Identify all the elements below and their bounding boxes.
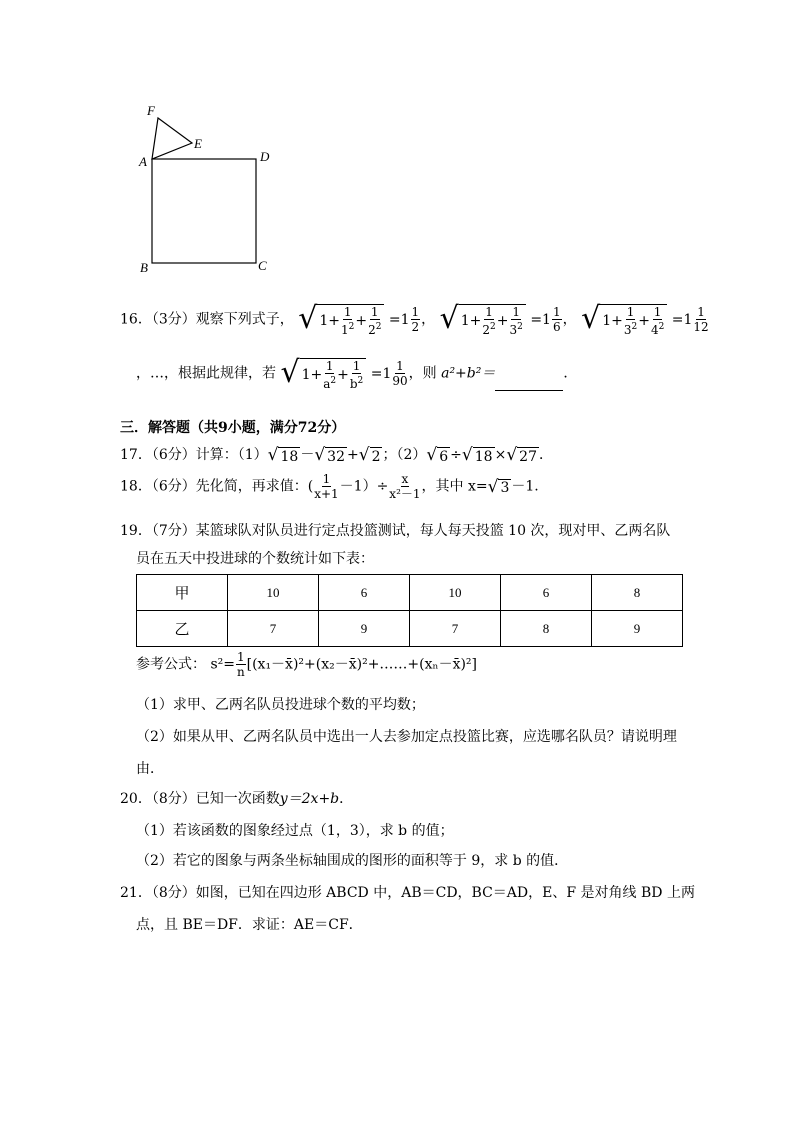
q19-sub2-line2: 由． (136, 761, 164, 777)
q16-radical-2: √ 1+ $\frac{1}{2^2}$ + $\frac{1}{3^2}$ (440, 302, 526, 337)
q19-sub1: （1）求甲、乙两名队员投进球个数的平均数； (136, 697, 425, 713)
q16-line2-prefix: ，…，根据此规律，若 (136, 365, 276, 382)
q18-lead: 18．（6分）先化简，再求值：( (120, 478, 314, 495)
q16-line2-suffix: ，则 (408, 365, 437, 382)
question-19-line1: 19．（7分）某篮球队对队员进行定点投篮测试，每人每天投篮 10 次，现对甲、乙两名队 (120, 523, 671, 539)
q16-radical-3: √ 1+ $\frac{1}{3^2}$ + $\frac{1}{4^2}$ (581, 302, 667, 337)
q16-number: 16．（3分）观察下列式子， (120, 311, 294, 328)
table-cell: 10 (228, 575, 319, 611)
q16-answer-blank[interactable] (495, 376, 563, 391)
q16-result-1: =1 $\frac{1}{2}$ (388, 305, 420, 334)
question-16-line1: 16．（3分）观察下列式子， √ 1+ $\frac{1}{1^2}$ + $\frac{1}{2^2}$ =1 $\frac{1}{2}$ ， √ 1+ $\frac{1}{2^2}$ + $\frac{1}{3^2}$ =1 $\frac{1}{6}$ ， √ 1+ $\frac{1}{3^2}$ + $\frac{1}{4^2}$ =1 $\frac{1}{12}$ (120, 301, 709, 337)
question-21-line2: 点，且 BE＝DF．求证：AE＝CF． (136, 917, 363, 933)
table-row (137, 575, 683, 611)
table-cell-name: 乙 (137, 611, 228, 647)
question-19-line2: 员在五天中投进球的个数统计如下表： (136, 551, 374, 567)
triangle-afe (152, 118, 192, 159)
table-cell: 8 (592, 575, 683, 611)
q16-expr1-frac2: $\frac{1}{2^2}$ (368, 305, 382, 337)
label-e: E (194, 136, 202, 151)
q16-expr1-one: 1+ (319, 313, 340, 329)
table-cell: 10 (410, 575, 501, 611)
q16-condition-radical: √ 1+ $\frac{1}{a^2}$ + $\frac{1}{b^2}$ (280, 356, 366, 391)
geometry-figure (130, 100, 290, 280)
question-20: 20．（8分）已知一次函数y＝2x+b． (120, 791, 354, 807)
table-cell: 6 (501, 575, 592, 611)
square-abcd (152, 159, 256, 263)
label-f: F (147, 103, 155, 118)
square-triangle-diagram (130, 100, 290, 280)
table-row (137, 611, 683, 647)
table-cell: 6 (319, 575, 410, 611)
q19-sub2-line1: （2）如果从甲、乙两名队员中选出一人去参加定点投篮比赛，应选哪名队员？请说明理 (136, 729, 677, 745)
question-18: 18．（6分）先化简，再求值：( $\frac{1}{x+1}$ －1）÷ $\frac{x}{\text{x²－1}}$ ，其中 x= √ 3 －1. (120, 472, 539, 501)
q16-radical-1: √ 1+ $\frac{1}{1^2}$ + $\frac{1}{2^2}$ (298, 302, 384, 337)
section-3-title: 三．解答题（共9小题，满分72分） (120, 420, 346, 436)
q20-sub1: （1）若该函数的图象经过点（1，3），求 b 的值； (136, 823, 454, 839)
label-a: A (139, 154, 147, 169)
q19-formula-lhs: s²= (210, 656, 235, 673)
label-d: D (260, 149, 270, 164)
q19-formula-frac: $\frac{1}{n}$ (236, 650, 245, 679)
shooting-table (136, 574, 683, 647)
question-17: 17．（6分）计算：（1） √ 18 － √ 32 + √ 2 ；（2） √ 6 ÷ √ 18 × √ 27 ． (120, 445, 553, 465)
q19-formula-label: 参考公式： (136, 656, 206, 673)
q16-condition-result: =1 $\frac{1}{90}$ (370, 359, 408, 388)
table-cell: 8 (501, 611, 592, 647)
q18-frac-1: $\frac{1}{x+1}$ (314, 472, 339, 501)
table-cell: 7 (410, 611, 501, 647)
q20-sub2: （2）若它的图象与两条坐标轴围成的图形的面积等于 9，求 b 的值． (136, 853, 569, 869)
label-c: C (258, 258, 267, 273)
q20-function: y＝2x+b (279, 791, 340, 807)
q18-frac-2: $\frac{x}{\text{x²－1}}$ (389, 472, 421, 501)
q19-formula-rhs: [(x₁－x̄)²+(x₂－x̄)²+……+(xₙ－x̄)²] (246, 656, 478, 673)
table-cell-name: 甲 (137, 575, 228, 611)
question-21-line1: 21．（8分）如图，已知在四边形 ABCD 中，AB＝CD，BC＝AD，E、F 是对角线 BD 上两 (120, 885, 695, 901)
q17-lead: 17．（6分）计算：（1） (120, 447, 268, 463)
q16-result-3: =1 $\frac{1}{12}$ (671, 305, 709, 334)
q19-formula (136, 650, 477, 679)
table-cell: 9 (319, 611, 410, 647)
q20-lead: 20．（8分）已知一次函数 (120, 791, 280, 807)
table-cell: 7 (228, 611, 319, 647)
q16-ask: a²+b²＝ (441, 365, 496, 382)
label-b: B (140, 260, 148, 275)
q16-result-2: =1 $\frac{1}{6}$ (530, 305, 561, 334)
q16-expr1-frac1: $\frac{1}{1^2}$ (340, 305, 355, 337)
table-cell: 9 (592, 611, 683, 647)
question-16-line2: ，…，根据此规律，若 √ 1+ $\frac{1}{a^2}$ + $\frac{1}{b^2}$ =1 $\frac{1}{90}$ ，则 a²+b²＝ ． (136, 355, 578, 391)
